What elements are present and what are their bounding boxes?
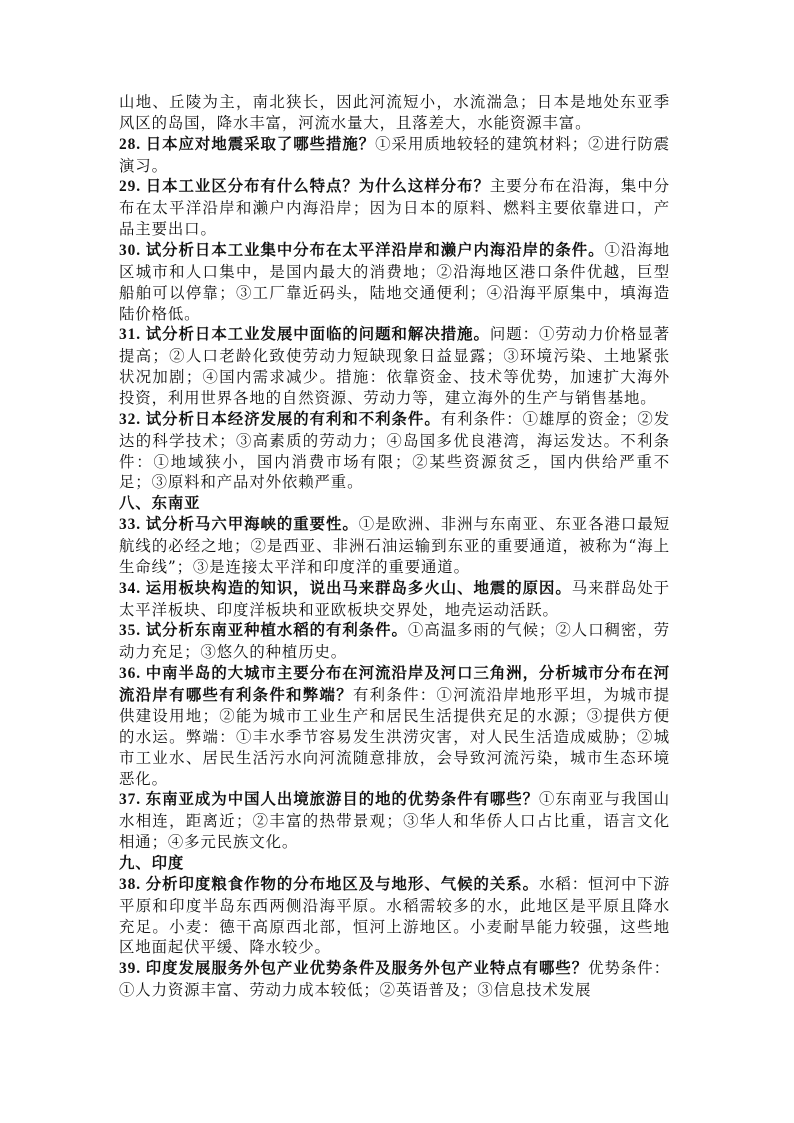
question-number: 30.	[119, 242, 146, 260]
answer-text: 优势条件：①人力资源丰富、劳动力成本较低；②英语普及；③信息技术发展	[119, 959, 670, 1000]
answer-text: 主要分布在沿海，集中分布在太平洋沿岸和濑户内海沿岸；因为日本的原料、燃料主要依靠进口，产品主要出口。	[119, 177, 670, 239]
question-30	[119, 240, 670, 324]
question-text: 印度发展服务外包产业优势条件及服务外包产业特点有哪些？	[145, 959, 589, 978]
question-31	[119, 324, 670, 408]
question-number: 35.	[119, 622, 146, 640]
question-36	[119, 663, 670, 789]
question-text: 东南亚成为中国人出境旅游目的地的优势条件有哪些？	[145, 790, 540, 809]
question-text: 试分析日本工业集中分布在太平洋沿岸和濑户内海沿岸的条件。	[145, 241, 605, 260]
question-number: 33.	[119, 516, 146, 534]
question-34	[119, 578, 670, 621]
question-number: 36.	[119, 665, 146, 683]
question-37	[119, 789, 670, 853]
question-29	[119, 176, 670, 240]
question-text: 试分析日本工业发展中面临的问题和解决措施。	[145, 325, 490, 344]
question-text: 试分析日本经济发展的有利和不利条件。	[145, 409, 441, 428]
question-number: 29.	[119, 178, 146, 196]
answer-text: ①是欧洲、非洲与东南亚、东亚各港口最短航线的必经之地；②是西亚、非洲石油运输到东亚的重要通道，被称为“海上生命线”；③是连接太平洋和印度洋的重要通道。	[119, 515, 670, 576]
answer-text: 有利条件：①河流沿岸地形平坦，为城市提供建设用地；②能为城市工业生产和居民生活提供充足的水源；③提供方便的水运。弊端：①丰水季节容易发生洪涝灾害，对人民生活造成威胁；②城市工业水、居民生活污水向河流随意排放，会导致河流污染，城市生态环境恶化。	[119, 686, 670, 788]
question-text: 试分析东南亚种植水稻的有利条件。	[145, 621, 408, 640]
question-number: 32.	[119, 410, 146, 428]
question-number: 28.	[119, 135, 146, 153]
answer-text: 问题：①劳动力价格显著提高；②人口老龄化致使劳动力短缺现象日益显露；③环境污染、土地紧张状况加剧；④国内需求减少。措施：依靠资金、技术等优势，加速扩大海外投资，利用世界各地的自然资源、劳动力等，建立海外的生产与销售基地。	[119, 325, 670, 408]
question-28	[119, 134, 670, 177]
intro-continuation-paragraph: 山地、丘陵为主，南北狭长，因此河流短小，水流湍急；日本是地处东亚季风区的岛国，降水丰富，河流水量大，且落差大，水能资源丰富。	[119, 93, 670, 132]
answer-text: ①东南亚与我国山水相连，距离近；②丰富的热带景观；③华人和华侨人口占比重，语言文化相通；④多元民族文化。	[119, 790, 670, 852]
question-text: 日本工业区分布有什么特点？为什么这样分布？	[145, 177, 490, 196]
question-number: 37.	[119, 791, 146, 809]
answer-text: 有利条件：①雄厚的资金；②发达的科学技术；③高素质的劳动力；④岛国多优良港湾，海运发达。不利条件：①地域狭小，国内消费市场有限；②某些资源贫乏，国内供给严重不足；③原料和产品对外依赖严重。	[119, 409, 670, 492]
answer-text: ①高温多雨的气候；②人口稠密，劳动力充足；③悠久的种植历史。	[119, 621, 670, 662]
question-text: 运用板块构造的知识，说出马来群岛多火山、地震的原因。	[145, 578, 572, 597]
question-number: 38.	[119, 875, 146, 893]
section-heading-southeast-asia: 八、东南亚	[119, 494, 201, 513]
answer-text: ①采用质地较轻的建筑材料；②进行防震演习。	[119, 134, 670, 175]
answer-text: 马来群岛处于太平洋板块、印度洋板块和亚欧板块交界处，地壳运动活跃。	[119, 578, 670, 619]
question-33	[119, 514, 670, 578]
question-text: 日本应对地震采取了哪些措施？	[145, 134, 376, 153]
question-35	[119, 620, 670, 663]
question-text: 试分析马六甲海峡的重要性。	[145, 515, 359, 534]
section-heading-india: 九、印度	[119, 853, 185, 872]
document-page	[119, 92, 670, 1001]
question-text: 中南半岛的大城市主要分布在河流沿岸及河口三角洲，分析城市分布在河流沿岸有哪些有利条件和弊端？	[119, 664, 670, 705]
answer-text: 水稻：恒河中下游平原和印度半岛东西两侧沿海平原。水稻需较多的水，此地区是平原且降水充足。小麦：德干高原西北部，恒河上游地区。小麦耐旱能力较强，这些地区地面起伏平缓、降水较少。	[119, 874, 670, 957]
question-38	[119, 874, 670, 958]
answer-text: ①沿海地区城市和人口集中，是国内最大的消费地；②沿海地区港口条件优越，巨型船舶可以停靠；③工厂靠近码头，陆地交通便利；④沿海平原集中，填海造陆价格低。	[119, 241, 670, 323]
question-number: 31.	[119, 326, 146, 344]
question-39	[119, 958, 670, 1001]
question-number: 34.	[119, 579, 146, 597]
question-number: 39.	[119, 960, 146, 978]
question-text: 分析印度粮食作物的分布地区及与地形、气候的关系。	[145, 874, 540, 893]
question-32	[119, 409, 670, 493]
